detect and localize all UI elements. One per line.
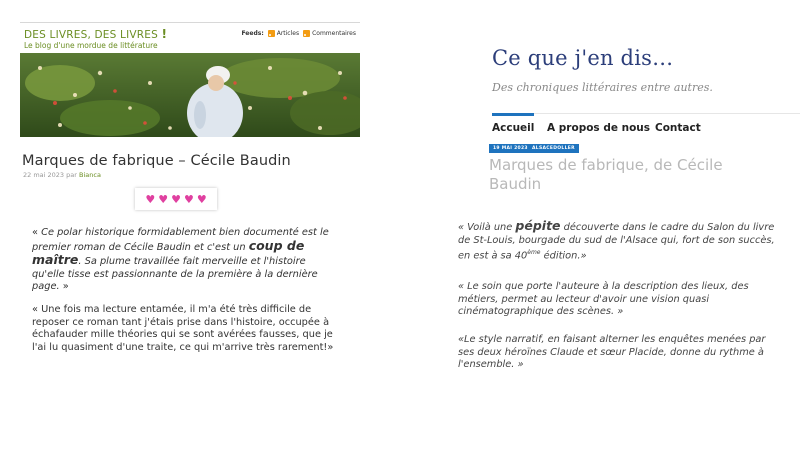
right-site-tagline: Des chroniques littéraires entre autres. [492, 81, 713, 94]
right-blog-panel [430, 0, 800, 450]
heart-rating [135, 188, 217, 210]
heart-icon: ♥ [171, 192, 181, 206]
heart-icon: ♥ [196, 192, 207, 206]
heart-icon: ♥ [158, 192, 169, 206]
left-blog-panel [0, 0, 380, 450]
feed-articles-label: Articles [276, 30, 300, 37]
feed-articles-link[interactable] [268, 30, 299, 37]
post-category-badge[interactable]: ALSACEDOLLER [528, 144, 579, 153]
painting-image [20, 53, 360, 137]
right-quote-1: « Voilà une pépite découverte dans le cadre du Salon du livre de St-Louis, bourgade du sud de l'Alsace qui, fort de son succès, en est à sa 40ème édition.» [458, 218, 775, 262]
left-blog-subtitle: Le blog d'une mordue de littérature [24, 41, 158, 50]
nav-item-about[interactable]: A propos de nous [547, 122, 651, 134]
feeds-bar [241, 30, 356, 37]
rss-icon [268, 30, 275, 37]
left-post-meta [23, 171, 101, 179]
header-painting-banner [20, 53, 360, 137]
left-blog-title[interactable]: DES LIVRES, DES LIVRES ! [24, 27, 168, 41]
post-author-link[interactable]: Bianca [79, 171, 101, 179]
left-blog-header [20, 22, 360, 54]
feeds-label: Feeds: [241, 30, 264, 37]
post-date-badge[interactable]: 19 MAI 2023 [489, 144, 532, 153]
left-quote-2: « Une fois ma lecture entamée, il m'a été très difficile de reposer ce roman tant j'étais prise dans l'histoire, occupée à échafauder mille théories qui se sont avérées fausses, que je l'ai lu quasiment d'une traite, ce qui m'arrive très rarement!» [32, 304, 334, 353]
heart-icon: ♥ [183, 192, 194, 206]
right-quote-3: «Le style narratif, en faisant alterner les enquêtes menées par ses deux héroïnes Claude et sœur Placide, donne du rythme à l'ensemble. » [458, 334, 766, 371]
nav-item-home[interactable]: Accueil [492, 122, 535, 134]
feed-comments-link[interactable] [303, 30, 356, 37]
right-site-title[interactable]: Ce que j'en dis… [492, 46, 674, 70]
rss-icon [303, 30, 310, 37]
post-by: par [66, 171, 77, 179]
left-post-title[interactable]: Marques de fabrique – Cécile Baudin [22, 153, 291, 169]
nav-item-contact[interactable]: Contact [655, 122, 701, 134]
main-nav [492, 113, 800, 143]
right-quote-2: « Le soin que porte l'auteure à la description des lieux, des métiers, permet au lecteur d'avoir une vision quasi cinématographique des scènes. » [458, 281, 749, 318]
left-quote-1: « Ce polar historique formidablement bien documenté est le premier roman de Cécile Baudin et c'est un coup de maître. Sa plume travaillée fait merveille et l'histoire qu'elle tisse est passionnante de la première à la dernière page. » [32, 227, 329, 293]
post-date: 22 mai 2023 [23, 171, 65, 179]
feed-comments-label: Commentaires [312, 30, 356, 37]
heart-icon: ♥ [145, 192, 156, 206]
right-post-title[interactable]: Marques de fabrique, de Cécile Baudin [489, 156, 723, 193]
